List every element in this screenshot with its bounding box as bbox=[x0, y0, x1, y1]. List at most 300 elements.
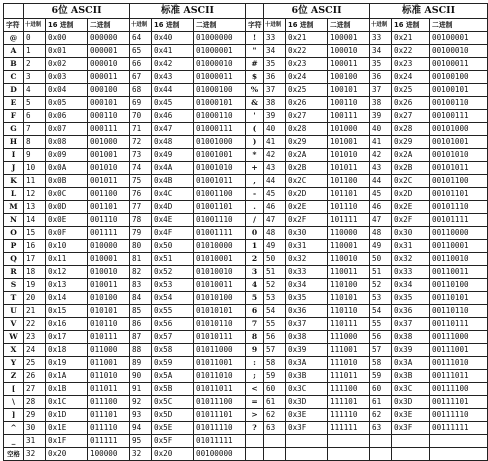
left-bin-cell: 011011 bbox=[88, 383, 130, 396]
right-std-hex-cell: 0x3D bbox=[392, 396, 430, 409]
left-dec-cell: 19 bbox=[24, 279, 46, 292]
table-row bbox=[4, 110, 488, 123]
left-std-hex-cell: 0x4E bbox=[152, 214, 194, 227]
right-std-dec-cell: 53 bbox=[370, 292, 392, 305]
left-hex-cell: 0x20 bbox=[46, 448, 88, 461]
right-std-bin-cell: 00111101 bbox=[430, 396, 488, 409]
right-empty-cell bbox=[370, 448, 392, 461]
left-std-bin-cell: 01001111 bbox=[194, 227, 246, 240]
left-dec-cell: 3 bbox=[24, 71, 46, 84]
right-bin-cell: 101011 bbox=[328, 162, 370, 175]
right-empty-cell bbox=[430, 435, 488, 448]
left-std-dec-cell: 75 bbox=[130, 175, 152, 188]
left-hex-cell: 0x02 bbox=[46, 58, 88, 71]
table-row bbox=[4, 292, 488, 305]
right-std-hex-cell: 0x32 bbox=[392, 253, 430, 266]
right-bin-cell: 110101 bbox=[328, 292, 370, 305]
left-hex-cell: 0x0A bbox=[46, 162, 88, 175]
right-std-hex-cell: 0x35 bbox=[392, 292, 430, 305]
right-char-cell: 8 bbox=[246, 331, 264, 344]
left-std-dec-cell: 80 bbox=[130, 240, 152, 253]
left-std-dec-cell: 86 bbox=[130, 318, 152, 331]
right-char-cell: * bbox=[246, 149, 264, 162]
right-char-cell: ! bbox=[246, 32, 264, 45]
right-char-cell: 1 bbox=[246, 240, 264, 253]
left-bin-cell: 001101 bbox=[88, 201, 130, 214]
left-dec-cell: 12 bbox=[24, 188, 46, 201]
left-char-cell: P bbox=[4, 240, 24, 253]
left-std-hex-cell: 0x54 bbox=[152, 292, 194, 305]
right-char-cell: 4 bbox=[246, 279, 264, 292]
right-bin-cell: 100010 bbox=[328, 45, 370, 58]
right-std-hex-cell: 0x3F bbox=[392, 422, 430, 435]
table-row bbox=[4, 201, 488, 214]
right-hex-cell: 0x3C bbox=[286, 383, 328, 396]
left-std-bin-cell: 01011000 bbox=[194, 344, 246, 357]
right-std-hex-cell: 0x2D bbox=[392, 188, 430, 201]
left-hex-cell: 0x11 bbox=[46, 253, 88, 266]
right-char-cell: 2 bbox=[246, 253, 264, 266]
left-char-cell: I bbox=[4, 149, 24, 162]
left-std-dec-cell: 95 bbox=[130, 435, 152, 448]
left-bin-cell: 011100 bbox=[88, 396, 130, 409]
right-char-cell: + bbox=[246, 162, 264, 175]
left-std-bin-cell: 01000001 bbox=[194, 45, 246, 58]
left-std-bin-cell: 01011011 bbox=[194, 383, 246, 396]
right-dec-cell: 40 bbox=[264, 123, 286, 136]
left-std-dec-cell: 92 bbox=[130, 396, 152, 409]
right-std-dec-cell: 44 bbox=[370, 175, 392, 188]
right-hex-cell: 0x3A bbox=[286, 357, 328, 370]
right-std-dec-cell: 35 bbox=[370, 58, 392, 71]
right-empty-cell bbox=[264, 448, 286, 461]
right-char-cell: " bbox=[246, 45, 264, 58]
left-std-bin-cell: 01011100 bbox=[194, 396, 246, 409]
left-std-bin-cell: 01010100 bbox=[194, 292, 246, 305]
left-bin-cell: 001100 bbox=[88, 188, 130, 201]
left-hex-cell: 0x12 bbox=[46, 266, 88, 279]
right-bin-cell: 111000 bbox=[328, 331, 370, 344]
table-row bbox=[4, 58, 488, 71]
right-bin-cell: 110111 bbox=[328, 318, 370, 331]
right-hex-cell: 0x2E bbox=[286, 201, 328, 214]
table-row bbox=[4, 331, 488, 344]
right-std-bin-cell: 00111010 bbox=[430, 357, 488, 370]
left-std-hex-cell: 0x4A bbox=[152, 162, 194, 175]
right-std-hex-cell: 0x33 bbox=[392, 266, 430, 279]
right-std-hex-cell: 0x30 bbox=[392, 227, 430, 240]
right-empty-cell bbox=[392, 448, 430, 461]
left-std-dec-cell: 64 bbox=[130, 32, 152, 45]
left-bin-cell: 011110 bbox=[88, 422, 130, 435]
right-std-hex-cell: 0x36 bbox=[392, 305, 430, 318]
table-row bbox=[4, 435, 488, 448]
left-std-hex-cell: 0x4C bbox=[152, 188, 194, 201]
right-char-cell: : bbox=[246, 357, 264, 370]
left-dec-cell: 8 bbox=[24, 136, 46, 149]
left-bin-cell: 000101 bbox=[88, 97, 130, 110]
header-bin: 二进制 bbox=[328, 19, 370, 32]
left-dec-cell: 30 bbox=[24, 422, 46, 435]
right-std-hex-cell: 0x23 bbox=[392, 58, 430, 71]
left-dec-cell: 20 bbox=[24, 292, 46, 305]
left-bin-cell: 000010 bbox=[88, 58, 130, 71]
right-bin-cell: 111111 bbox=[328, 422, 370, 435]
table-row bbox=[4, 370, 488, 383]
left-hex-cell: 0x1D bbox=[46, 409, 88, 422]
right-std-bin-cell: 00110010 bbox=[430, 253, 488, 266]
right-hex-cell: 0x22 bbox=[286, 45, 328, 58]
right-dec-cell: 55 bbox=[264, 318, 286, 331]
right-dec-cell: 60 bbox=[264, 383, 286, 396]
left-std-dec-cell: 76 bbox=[130, 188, 152, 201]
left-std-bin-cell: 01001011 bbox=[194, 175, 246, 188]
title-spacer bbox=[4, 4, 24, 19]
right-char-cell: 6 bbox=[246, 305, 264, 318]
right-std-bin-cell: 00100101 bbox=[430, 84, 488, 97]
left-std-dec-cell: 91 bbox=[130, 383, 152, 396]
left-char-cell: V bbox=[4, 318, 24, 331]
left-std-hex-cell: 0x50 bbox=[152, 240, 194, 253]
right-hex-cell: 0x2B bbox=[286, 162, 328, 175]
left-std-bin-cell: 01001010 bbox=[194, 162, 246, 175]
right-hex-cell: 0x37 bbox=[286, 318, 328, 331]
left-char-cell: J bbox=[4, 162, 24, 175]
table-row bbox=[4, 305, 488, 318]
right-std-dec-cell: 58 bbox=[370, 357, 392, 370]
left-char-cell: @ bbox=[4, 32, 24, 45]
right-bin-cell: 101000 bbox=[328, 123, 370, 136]
right-dec-cell: 57 bbox=[264, 344, 286, 357]
right-hex-cell: 0x28 bbox=[286, 123, 328, 136]
table-row bbox=[4, 253, 488, 266]
right-std-dec-cell: 46 bbox=[370, 201, 392, 214]
right-std-hex-cell: 0x28 bbox=[392, 123, 430, 136]
left-hex-cell: 0x06 bbox=[46, 110, 88, 123]
left-char-cell: E bbox=[4, 97, 24, 110]
table-row bbox=[4, 344, 488, 357]
right-char-cell: ; bbox=[246, 370, 264, 383]
left-dec-cell: 2 bbox=[24, 58, 46, 71]
left-bin-cell: 010010 bbox=[88, 266, 130, 279]
header-hex: 16 进制 bbox=[152, 19, 194, 32]
left-std-dec-cell: 32 bbox=[130, 448, 152, 461]
table-row bbox=[4, 279, 488, 292]
left-std-hex-cell: 0x20 bbox=[152, 448, 194, 461]
left-std-hex-cell: 0x44 bbox=[152, 84, 194, 97]
right-bin-cell: 100011 bbox=[328, 58, 370, 71]
right-dec-cell: 33 bbox=[264, 32, 286, 45]
right-std-bin-cell: 00110111 bbox=[430, 318, 488, 331]
right-bin-cell: 111101 bbox=[328, 396, 370, 409]
right-hex-cell: 0x38 bbox=[286, 331, 328, 344]
right-bin-cell: 101101 bbox=[328, 188, 370, 201]
left-std-hex-cell: 0x5E bbox=[152, 422, 194, 435]
table-row bbox=[4, 84, 488, 97]
right-hex-cell: 0x34 bbox=[286, 279, 328, 292]
right-bin-cell: 110011 bbox=[328, 266, 370, 279]
left-dec-cell: 21 bbox=[24, 305, 46, 318]
left-std-dec-cell: 70 bbox=[130, 110, 152, 123]
left-dec-cell: 14 bbox=[24, 214, 46, 227]
left-bin-cell: 000011 bbox=[88, 71, 130, 84]
left-std-dec-cell: 66 bbox=[130, 58, 152, 71]
left-std-bin-cell: 01010110 bbox=[194, 318, 246, 331]
left-std-dec-cell: 89 bbox=[130, 357, 152, 370]
right-bin-cell: 100100 bbox=[328, 71, 370, 84]
right-std-hex-cell: 0x37 bbox=[392, 318, 430, 331]
right-hex-cell: 0x27 bbox=[286, 110, 328, 123]
right-hex-cell: 0x36 bbox=[286, 305, 328, 318]
left-dec-cell: 9 bbox=[24, 149, 46, 162]
left-char-cell: L bbox=[4, 188, 24, 201]
right-hex-cell: 0x3B bbox=[286, 370, 328, 383]
left-std-bin-cell: 01000100 bbox=[194, 84, 246, 97]
right-std-dec-cell: 60 bbox=[370, 383, 392, 396]
right-std-dec-cell: 57 bbox=[370, 344, 392, 357]
table-row bbox=[4, 318, 488, 331]
right-std-dec-cell: 50 bbox=[370, 253, 392, 266]
right-char-cell: ) bbox=[246, 136, 264, 149]
right-bin-cell: 100110 bbox=[328, 97, 370, 110]
right-std-hex-cell: 0x29 bbox=[392, 136, 430, 149]
left-std-dec-cell: 84 bbox=[130, 292, 152, 305]
left-std-bin-cell: 01001101 bbox=[194, 201, 246, 214]
table-row bbox=[4, 396, 488, 409]
left-dec-cell: 15 bbox=[24, 227, 46, 240]
left-std-bin-cell: 01011111 bbox=[194, 435, 246, 448]
left-std-dec-cell: 85 bbox=[130, 305, 152, 318]
left-std-hex-cell: 0x45 bbox=[152, 97, 194, 110]
right-dec-cell: 53 bbox=[264, 292, 286, 305]
right-empty-cell bbox=[328, 435, 370, 448]
left-std-dec-cell: 81 bbox=[130, 253, 152, 266]
right-empty-cell bbox=[392, 435, 430, 448]
right-std-bin-cell: 00111011 bbox=[430, 370, 488, 383]
right-std-hex-cell: 0x22 bbox=[392, 45, 430, 58]
left-std-dec-cell: 71 bbox=[130, 123, 152, 136]
table-row bbox=[4, 383, 488, 396]
left-std-hex-cell: 0x55 bbox=[152, 305, 194, 318]
left-bin-cell: 011000 bbox=[88, 344, 130, 357]
left-std-bin-cell: 01010111 bbox=[194, 331, 246, 344]
left-hex-cell: 0x04 bbox=[46, 84, 88, 97]
right-std-hex-cell: 0x26 bbox=[392, 97, 430, 110]
right-char-cell: ? bbox=[246, 422, 264, 435]
left-bin-cell: 011111 bbox=[88, 435, 130, 448]
right-std-dec-cell: 49 bbox=[370, 240, 392, 253]
left-dec-cell: 5 bbox=[24, 97, 46, 110]
left-hex-cell: 0x13 bbox=[46, 279, 88, 292]
right-std-dec-cell: 34 bbox=[370, 45, 392, 58]
left-std-bin-cell: 01000000 bbox=[194, 32, 246, 45]
left-hex-cell: 0x1A bbox=[46, 370, 88, 383]
left-std-hex-cell: 0x4B bbox=[152, 175, 194, 188]
table-row bbox=[4, 136, 488, 149]
left-std-hex-cell: 0x48 bbox=[152, 136, 194, 149]
left-bin-cell: 000100 bbox=[88, 84, 130, 97]
right-std-dec-cell: 36 bbox=[370, 71, 392, 84]
right-hex-cell: 0x21 bbox=[286, 32, 328, 45]
left-std-hex-cell: 0x4D bbox=[152, 201, 194, 214]
left-hex-cell: 0x08 bbox=[46, 136, 88, 149]
left-dec-cell: 23 bbox=[24, 331, 46, 344]
right-empty-cell bbox=[246, 435, 264, 448]
table-row bbox=[4, 227, 488, 240]
title-std-right: 标准 ASCII bbox=[370, 4, 488, 19]
left-hex-cell: 0x16 bbox=[46, 318, 88, 331]
left-bin-cell: 010111 bbox=[88, 331, 130, 344]
right-std-dec-cell: 48 bbox=[370, 227, 392, 240]
left-std-dec-cell: 79 bbox=[130, 227, 152, 240]
left-std-dec-cell: 87 bbox=[130, 331, 152, 344]
right-dec-cell: 52 bbox=[264, 279, 286, 292]
left-dec-cell: 1 bbox=[24, 45, 46, 58]
left-dec-cell: 0 bbox=[24, 32, 46, 45]
left-hex-cell: 0x19 bbox=[46, 357, 88, 370]
left-char-cell: U bbox=[4, 305, 24, 318]
right-std-bin-cell: 00101010 bbox=[430, 149, 488, 162]
right-empty-cell bbox=[264, 435, 286, 448]
right-empty-cell bbox=[286, 435, 328, 448]
table-row bbox=[4, 97, 488, 110]
right-dec-cell: 56 bbox=[264, 331, 286, 344]
title-std-left: 标准 ASCII bbox=[130, 4, 246, 19]
left-char-cell: R bbox=[4, 266, 24, 279]
left-dec-cell: 4 bbox=[24, 84, 46, 97]
left-dec-cell: 29 bbox=[24, 409, 46, 422]
right-hex-cell: 0x32 bbox=[286, 253, 328, 266]
left-char-cell: K bbox=[4, 175, 24, 188]
title-6bit-right: 6位 ASCII bbox=[264, 4, 370, 19]
right-char-cell: & bbox=[246, 97, 264, 110]
left-std-dec-cell: 72 bbox=[130, 136, 152, 149]
right-hex-cell: 0x29 bbox=[286, 136, 328, 149]
table-row bbox=[4, 175, 488, 188]
left-std-dec-cell: 74 bbox=[130, 162, 152, 175]
left-std-hex-cell: 0x41 bbox=[152, 45, 194, 58]
right-char-cell: . bbox=[246, 201, 264, 214]
right-std-hex-cell: 0x3B bbox=[392, 370, 430, 383]
left-std-hex-cell: 0x40 bbox=[152, 32, 194, 45]
right-bin-cell: 101100 bbox=[328, 175, 370, 188]
left-bin-cell: 011010 bbox=[88, 370, 130, 383]
table-row bbox=[4, 162, 488, 175]
right-hex-cell: 0x3E bbox=[286, 409, 328, 422]
left-std-dec-cell: 77 bbox=[130, 201, 152, 214]
left-dec-cell: 32 bbox=[24, 448, 46, 461]
left-char-cell: Y bbox=[4, 357, 24, 370]
title-spacer bbox=[246, 4, 264, 19]
left-hex-cell: 0x00 bbox=[46, 32, 88, 45]
right-std-hex-cell: 0x2A bbox=[392, 149, 430, 162]
left-std-hex-cell: 0x59 bbox=[152, 357, 194, 370]
left-std-hex-cell: 0x42 bbox=[152, 58, 194, 71]
table-row bbox=[4, 266, 488, 279]
left-dec-cell: 24 bbox=[24, 344, 46, 357]
left-std-bin-cell: 01000011 bbox=[194, 71, 246, 84]
table-row bbox=[4, 409, 488, 422]
right-std-dec-cell: 37 bbox=[370, 84, 392, 97]
left-bin-cell: 011001 bbox=[88, 357, 130, 370]
right-bin-cell: 101001 bbox=[328, 136, 370, 149]
right-std-dec-cell: 52 bbox=[370, 279, 392, 292]
left-std-dec-cell: 65 bbox=[130, 45, 152, 58]
left-std-hex-cell: 0x5B bbox=[152, 383, 194, 396]
right-char-cell: 7 bbox=[246, 318, 264, 331]
left-bin-cell: 001111 bbox=[88, 227, 130, 240]
right-std-dec-cell: 62 bbox=[370, 409, 392, 422]
left-dec-cell: 10 bbox=[24, 162, 46, 175]
right-char-cell: 5 bbox=[246, 292, 264, 305]
right-dec-cell: 45 bbox=[264, 188, 286, 201]
left-std-dec-cell: 90 bbox=[130, 370, 152, 383]
left-char-cell: G bbox=[4, 123, 24, 136]
header-dec: 十进制 bbox=[264, 19, 286, 32]
left-hex-cell: 0x1B bbox=[46, 383, 88, 396]
left-hex-cell: 0x09 bbox=[46, 149, 88, 162]
left-hex-cell: 0x17 bbox=[46, 331, 88, 344]
right-dec-cell: 38 bbox=[264, 97, 286, 110]
ascii-table bbox=[3, 3, 488, 461]
right-char-cell: , bbox=[246, 175, 264, 188]
left-bin-cell: 010001 bbox=[88, 253, 130, 266]
left-bin-cell: 001001 bbox=[88, 149, 130, 162]
right-dec-cell: 62 bbox=[264, 409, 286, 422]
right-char-cell: / bbox=[246, 214, 264, 227]
right-hex-cell: 0x23 bbox=[286, 58, 328, 71]
left-char-cell: M bbox=[4, 201, 24, 214]
right-dec-cell: 44 bbox=[264, 175, 286, 188]
right-std-dec-cell: 42 bbox=[370, 149, 392, 162]
left-bin-cell: 010101 bbox=[88, 305, 130, 318]
right-dec-cell: 35 bbox=[264, 58, 286, 71]
right-std-bin-cell: 00101011 bbox=[430, 162, 488, 175]
left-char-cell: S bbox=[4, 279, 24, 292]
left-bin-cell: 010110 bbox=[88, 318, 130, 331]
left-std-hex-cell: 0x46 bbox=[152, 110, 194, 123]
left-std-bin-cell: 01000110 bbox=[194, 110, 246, 123]
left-dec-cell: 26 bbox=[24, 370, 46, 383]
left-hex-cell: 0x0F bbox=[46, 227, 88, 240]
left-std-hex-cell: 0x5C bbox=[152, 396, 194, 409]
left-hex-cell: 0x0C bbox=[46, 188, 88, 201]
left-std-dec-cell: 93 bbox=[130, 409, 152, 422]
right-std-dec-cell: 56 bbox=[370, 331, 392, 344]
right-dec-cell: 51 bbox=[264, 266, 286, 279]
left-dec-cell: 6 bbox=[24, 110, 46, 123]
left-std-hex-cell: 0x4F bbox=[152, 227, 194, 240]
left-std-hex-cell: 0x5A bbox=[152, 370, 194, 383]
right-hex-cell: 0x2F bbox=[286, 214, 328, 227]
left-hex-cell: 0x01 bbox=[46, 45, 88, 58]
left-dec-cell: 7 bbox=[24, 123, 46, 136]
right-bin-cell: 110001 bbox=[328, 240, 370, 253]
right-dec-cell: 48 bbox=[264, 227, 286, 240]
left-char-cell: A bbox=[4, 45, 24, 58]
right-std-dec-cell: 39 bbox=[370, 110, 392, 123]
right-std-hex-cell: 0x24 bbox=[392, 71, 430, 84]
left-char-cell: Q bbox=[4, 253, 24, 266]
left-dec-cell: 25 bbox=[24, 357, 46, 370]
left-std-bin-cell: 01001001 bbox=[194, 149, 246, 162]
left-std-bin-cell: 01000010 bbox=[194, 58, 246, 71]
left-char-cell: B bbox=[4, 58, 24, 71]
left-bin-cell: 000001 bbox=[88, 45, 130, 58]
right-std-bin-cell: 00101001 bbox=[430, 136, 488, 149]
left-hex-cell: 0x1E bbox=[46, 422, 88, 435]
left-std-dec-cell: 78 bbox=[130, 214, 152, 227]
